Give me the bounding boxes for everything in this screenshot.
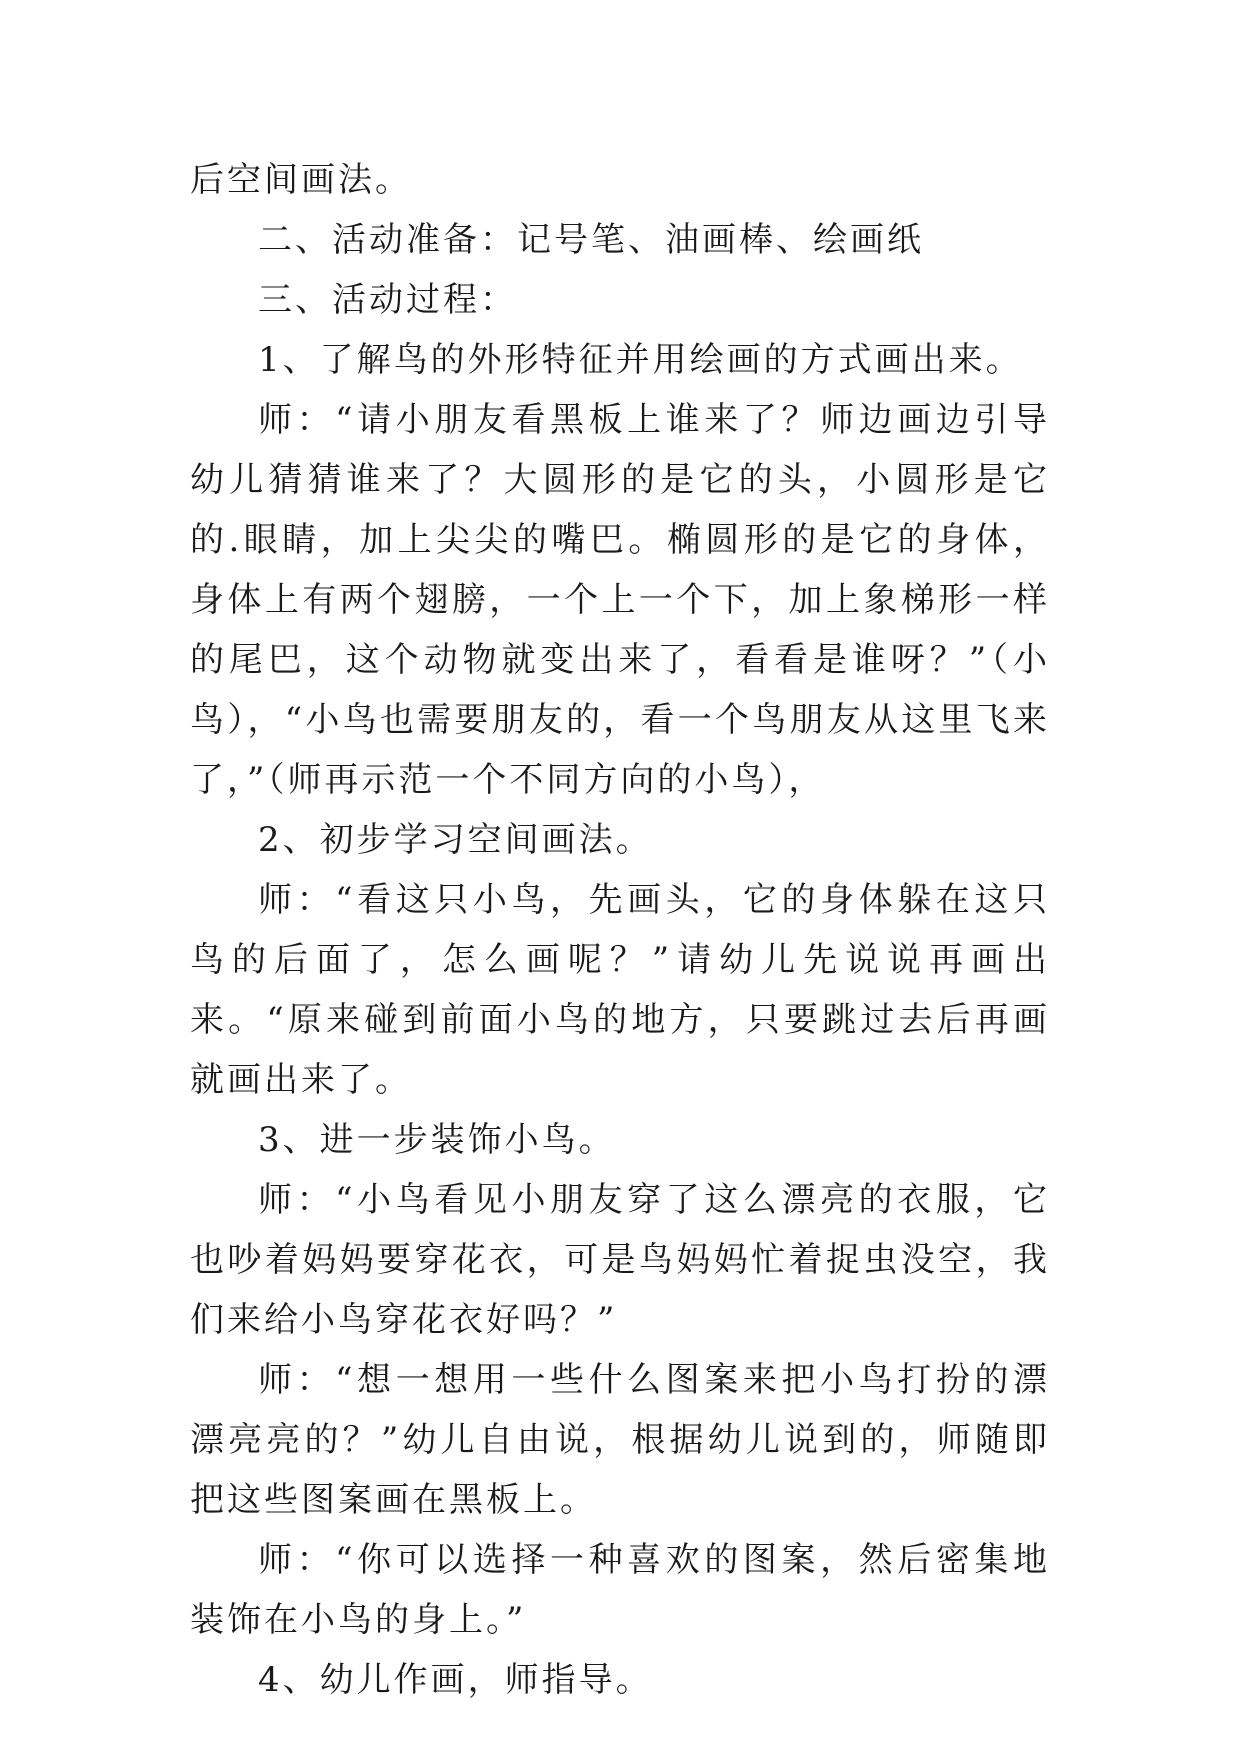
paragraph-step-1-dialogue: 师：“请小朋友看黑板上谁来了？师边画边引导幼儿猜猜谁来了？大圆形的是它的头，小圆形是它的.眼睛，加上尖尖的嘴巴。椭圆形的是它的身体，身体上有两个翅膀，一个上一个下，加上象梯形一样的尾巴，这个动物就变出来了，看看是谁呀？”（小鸟），“小鸟也需要朋友的，看一个鸟朋友从这里飞来了，”（师再示范一个不同方向的小鸟）， bbox=[190, 400, 1050, 800]
paragraph-step-2-heading: 2、初步学习空间画法。 bbox=[258, 820, 653, 860]
document-body bbox=[190, 150, 1050, 1710]
paragraph-step-3-heading: 3、进一步装饰小鸟。 bbox=[258, 1120, 616, 1160]
paragraph-step-3-dialogue-2: 师：“想一想用一些什么图案来把小鸟打扮的漂漂亮亮的？”幼儿自由说，根据幼儿说到的，师随即把这些图案画在黑板上。 bbox=[190, 1360, 1050, 1520]
paragraph-continuation: 后空间画法。 bbox=[190, 160, 412, 200]
paragraph-activity-preparation: 二、活动准备：记号笔、油画棒、绘画纸 bbox=[258, 220, 924, 260]
paragraph-step-3-dialogue-3: 师：“你可以选择一种喜欢的图案，然后密集地装饰在小鸟的身上。” bbox=[190, 1540, 1050, 1640]
paragraph-step-3-dialogue-1: 师：“小鸟看见小朋友穿了这么漂亮的衣服，它也吵着妈妈要穿花衣，可是鸟妈妈忙着捉虫没空，我们来给小鸟穿花衣好吗？” bbox=[190, 1180, 1050, 1340]
paragraph-activity-process-heading: 三、活动过程： bbox=[258, 280, 517, 320]
paragraph-step-1-heading: 1、了解鸟的外形特征并用绘画的方式画出来。 bbox=[258, 340, 1023, 380]
paragraph-step-4-heading: 4、幼儿作画，师指导。 bbox=[258, 1660, 653, 1700]
paragraph-step-2-dialogue: 师：“看这只小鸟，先画头，它的身体躲在这只鸟的后面了，怎么画呢？”请幼儿先说说再画出来。“原来碰到前面小鸟的地方，只要跳过去后再画就画出来了。 bbox=[190, 880, 1050, 1100]
